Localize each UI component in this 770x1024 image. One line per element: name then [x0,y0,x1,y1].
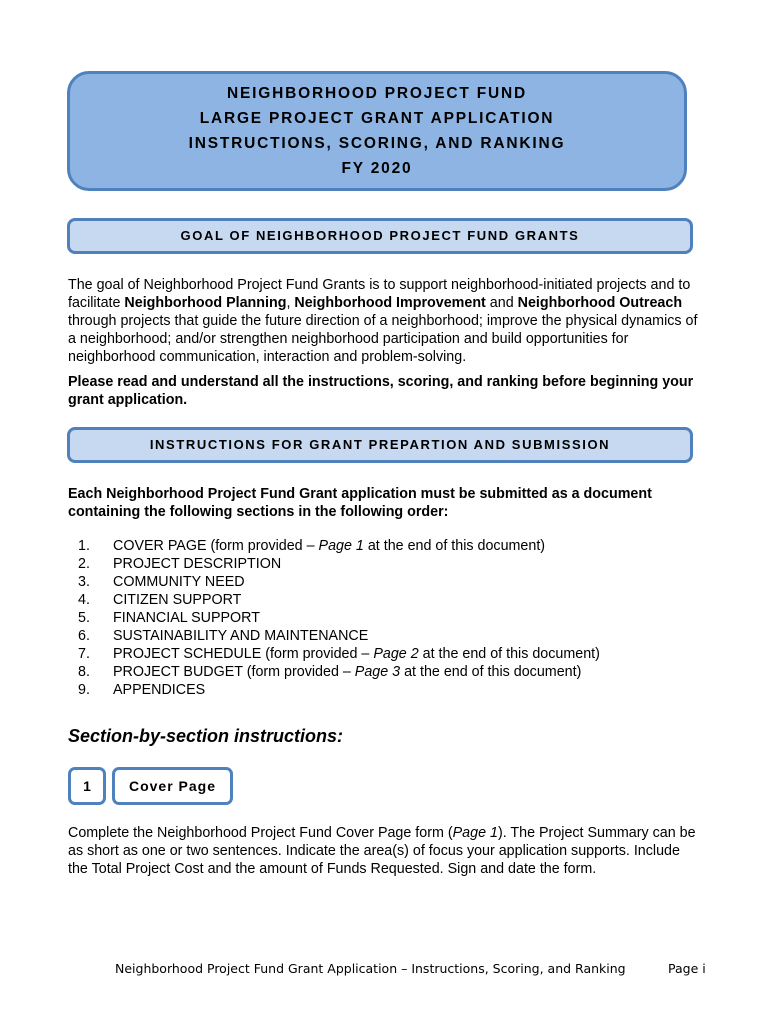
list-item-number: 8. [78,664,90,680]
list-item [78,627,600,645]
instructions-intro: Each Neighborhood Project Fund Grant application must be submitted as a document containing the following sections in the following order: [68,486,652,520]
instructions-section-heading: INSTRUCTIONS FOR GRANT PREPARTION AND SUBMISSION [67,427,693,463]
list-item-number: 4. [78,592,90,608]
list-item-text: CITIZEN SUPPORT [113,592,242,608]
list-item-suffix: at the end of this document) [363,538,546,554]
list-item-number: 1. [78,538,90,554]
list-item-text: SUSTAINABILITY AND MAINTENANCE [113,628,369,644]
required-sections-list [78,537,600,699]
list-item-suffix: at the end of this document) [400,664,582,680]
read-instructions-note: Please read and understand all the instructions, scoring, and ranking before beginning your grant application. [68,374,694,408]
title-line-2: LARGE PROJECT GRANT APPLICATION [199,110,555,127]
list-item-number: 2. [78,556,90,572]
list-item [78,663,600,681]
goal-section-heading: GOAL OF NEIGHBORHOOD PROJECT FUND GRANTS [67,218,693,254]
list-item-number: 9. [78,682,90,698]
list-item [78,573,600,591]
list-item-number: 6. [78,628,90,644]
list-item-text: PROJECT SCHEDULE (form provided – [113,646,374,662]
list-item-text: COVER PAGE (form provided – [113,538,319,554]
title-line-1: NEIGHBORHOOD PROJECT FUND [227,85,527,102]
list-item-text: PROJECT DESCRIPTION [113,556,282,572]
section-by-section-heading: Section-by-section instructions: [68,726,344,746]
list-item [78,645,600,663]
section-number-badge: 1 [68,767,106,805]
list-item [78,537,600,555]
list-item-number: 7. [78,646,90,662]
list-item-text: COMMUNITY NEED [113,574,245,590]
list-item [78,555,600,573]
list-item [78,609,600,627]
title-line-4: FY 2020 [341,160,413,177]
list-item-page-ref: Page 1 [318,538,364,554]
list-item-page-ref: Page 3 [354,664,401,680]
footer-text: Neighborhood Project Fund Grant Application – Instructions, Scoring, and Ranking [115,961,626,976]
title-line-3: INSTRUCTIONS, SCORING, AND RANKING [188,135,566,152]
goal-paragraph: The goal of Neighborhood Project Fund Grants is to support neighborhood-initiated projects and to facilitate Neighborhood Planning, Neighborhood Improvement and Neighborhood Outreach through projects that guide the future direction of a neighborhood; improve the physical dynamics of a neighborhood; and/or strengthen neighborhood participation and build opportunities for neighborhood communication, interaction and problem-solving. [68,277,698,365]
list-item [78,591,600,609]
list-item-text: APPENDICES [113,682,206,698]
cover-page-paragraph: Complete the Neighborhood Project Fund Cover Page form (Page 1). The Project Summary can be as short as one or two sentences. Indicate the area(s) of focus your application supports. Include the Total Project Cost and the amount of Funds Requested. Sign and date the form. [68,825,696,877]
list-item-text: FINANCIAL SUPPORT [113,610,260,626]
list-item-text: PROJECT BUDGET (form provided – [113,664,355,680]
list-item-page-ref: Page 2 [373,646,419,662]
list-item-number: 5. [78,610,90,626]
page-number: Page i [668,961,706,976]
section-label-badge: Cover Page [112,767,233,805]
list-item-number: 3. [78,574,90,590]
list-item-suffix: at the end of this document) [418,646,600,662]
list-item [78,681,600,699]
document-title-box [67,71,687,191]
